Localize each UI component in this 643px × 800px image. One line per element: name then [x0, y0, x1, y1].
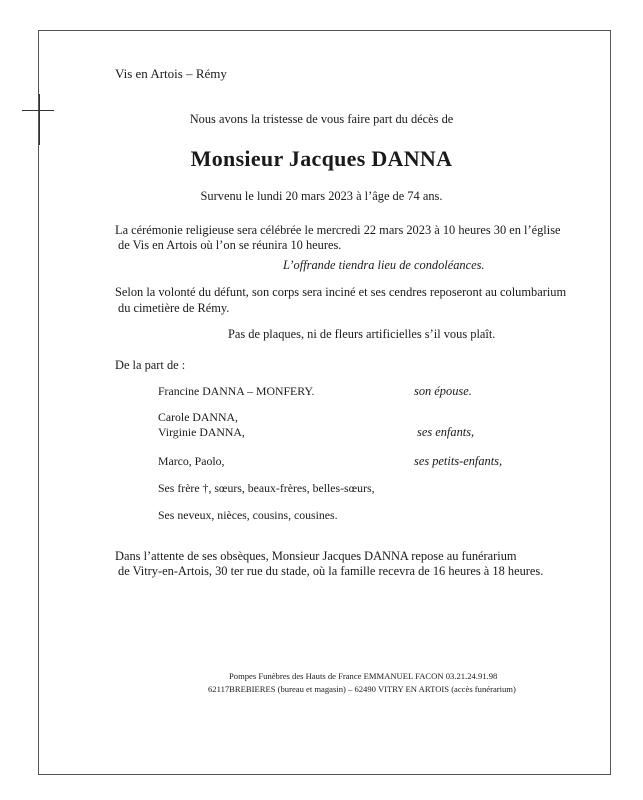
nephews-line: Ses neveux, nièces, cousins, cousines.: [158, 508, 338, 522]
spouse-name: Francine DANNA – MONFERY.: [158, 384, 315, 398]
family-heading: De la part de :: [115, 358, 186, 372]
intro-text: Nous avons la tristesse de vous faire part du décès de: [189, 112, 454, 126]
grandchildren-role: ses petits-enfants,: [414, 454, 503, 468]
date-of-death: Survenu le lundi 20 mars 2023 à l’âge de 74 ans.: [200, 189, 443, 203]
footer-line-1: Pompes Funèbres des Hauts de France EMMANUEL FACON 03.21.24.91.98: [229, 671, 498, 681]
funeral-home-line-1: Dans l’attente de ses obsèques, Monsieur Jacques DANNA repose au funérarium: [115, 549, 517, 563]
wishes-line-1: Selon la volonté du défunt, son corps sera inciné et ses cendres reposeront au columbarium: [115, 285, 567, 299]
child-name: Virginie DANNA,: [158, 425, 245, 439]
footer-line-2: 62117BREBIERES (bureau et magasin) – 62490 VITRY EN ARTOIS (accès funérarium): [208, 684, 516, 694]
child-name: Carole DANNA,: [158, 410, 238, 424]
ceremony-line-1: La cérémonie religieuse sera célébrée le mercredi 22 mars 2023 à 10 heures 30 en l’église: [115, 223, 561, 237]
offering-note: L’offrande tiendra lieu de condoléances.: [283, 258, 485, 272]
ceremony-line-2: de Vis en Artois où l’on se réunira 10 heures.: [118, 238, 342, 252]
deceased-name: Monsieur Jacques DANNA: [190, 146, 453, 171]
funeral-home-line-2: de Vitry-en-Artois, 30 ter rue du stade, où la famille recevra de 16 heures à 18 heures.: [118, 564, 544, 578]
place-header: Vis en Artois – Rémy: [115, 66, 227, 81]
grandchildren-names: Marco, Paolo,: [158, 454, 225, 468]
spouse-role: son épouse.: [414, 384, 472, 398]
cross-icon-bar: [22, 110, 54, 111]
children-role: ses enfants,: [417, 425, 475, 439]
wishes-line-2: du cimetière de Rémy.: [118, 301, 230, 315]
no-flowers-note: Pas de plaques, ni de fleurs artificielles s’il vous plaît.: [228, 327, 496, 341]
page-border: [38, 30, 611, 775]
siblings-line: Ses frère †, sœurs, beaux-frères, belles-sœurs,: [158, 481, 375, 495]
